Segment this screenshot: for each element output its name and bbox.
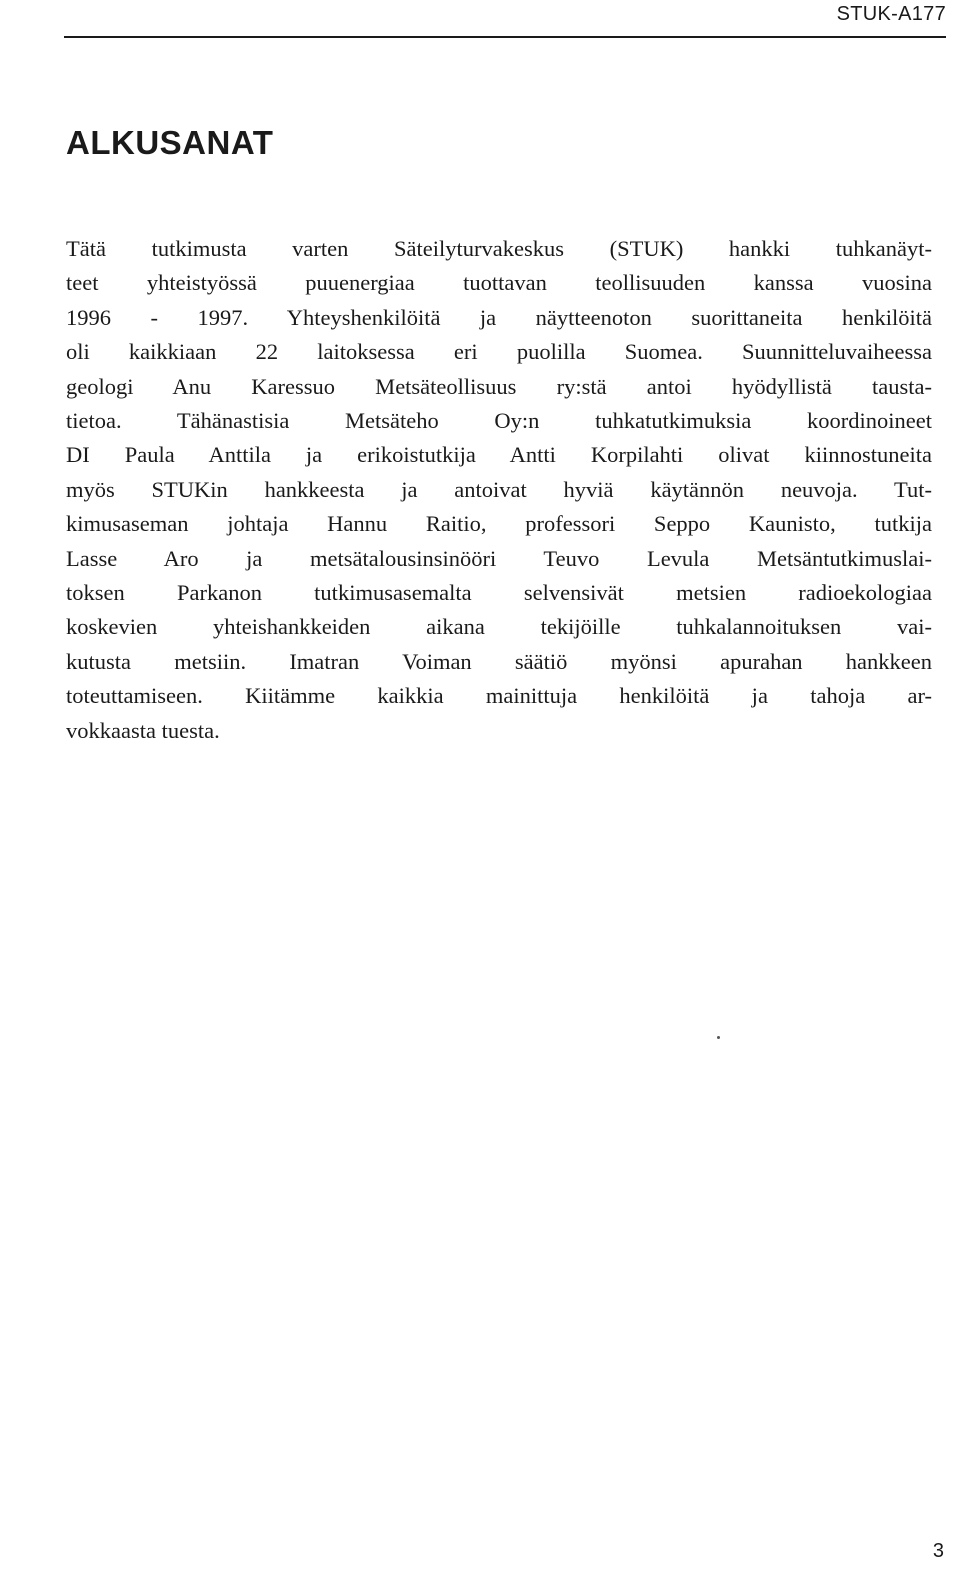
paragraph-line: toksen Parkanon tutkimusasemalta selvensivät metsien radioekologiaa <box>66 580 932 606</box>
paragraph-line: tietoa. Tähänastisia Metsäteho Oy:n tuhkatutkimuksia koordinoineet <box>66 408 932 434</box>
paragraph-line: 1996 - 1997. Yhteyshenkilöitä ja näytteenoton suorittaneita henkilöitä <box>66 304 932 330</box>
paragraph-line: Lasse Aro ja metsätalousinsinööri Teuvo Levula Metsäntutkimuslai- <box>66 545 932 571</box>
paragraph-line: geologi Anu Karessuo Metsäteollisuus ry:stä antoi hyödyllistä tausta- <box>66 373 932 399</box>
section-title: ALKUSANAT <box>66 124 274 161</box>
page-number: 3 <box>932 1540 944 1562</box>
running-header <box>0 0 960 40</box>
paragraph-line: teet yhteistyössä puuenergiaa tuottavan teollisuuden kanssa vuosina <box>66 270 932 296</box>
paragraph-line: DI Paula Anttila ja erikoistutkija Antti Korpilahti olivat kiinnostuneita <box>66 442 932 468</box>
paragraph-line: kutusta metsiin. Imatran Voiman säätiö myönsi apurahan hankkeen <box>66 648 932 674</box>
paragraph-line: oli kaikkiaan 22 laitoksessa eri puolilla Suomea. Suunnitteluvaiheessa <box>66 339 932 365</box>
paragraph-line: Tätä tutkimusta varten Säteilyturvakeskus (STUK) hankki tuhkanäyt- <box>66 236 932 261</box>
preface-paragraph <box>66 232 932 748</box>
paragraph-line: vokkaasta tuesta. <box>66 717 220 743</box>
paragraph-line: kimusaseman johtaja Hannu Raitio, professori Seppo Kaunisto, tutkija <box>66 511 932 537</box>
scan-speck <box>717 1036 720 1039</box>
paragraph-line: toteuttamiseen. Kiitämme kaikkia mainittuja henkilöitä ja tahoja ar- <box>66 683 932 709</box>
header-rule <box>64 36 946 38</box>
paragraph-line: myös STUKin hankkeesta ja antoivat hyviä käytännön neuvoja. Tut- <box>66 476 932 502</box>
report-code: STUK-A177 <box>836 3 946 25</box>
paragraph-line: koskevien yhteishankkeiden aikana tekijöille tuhkalannoituksen vai- <box>66 614 932 640</box>
